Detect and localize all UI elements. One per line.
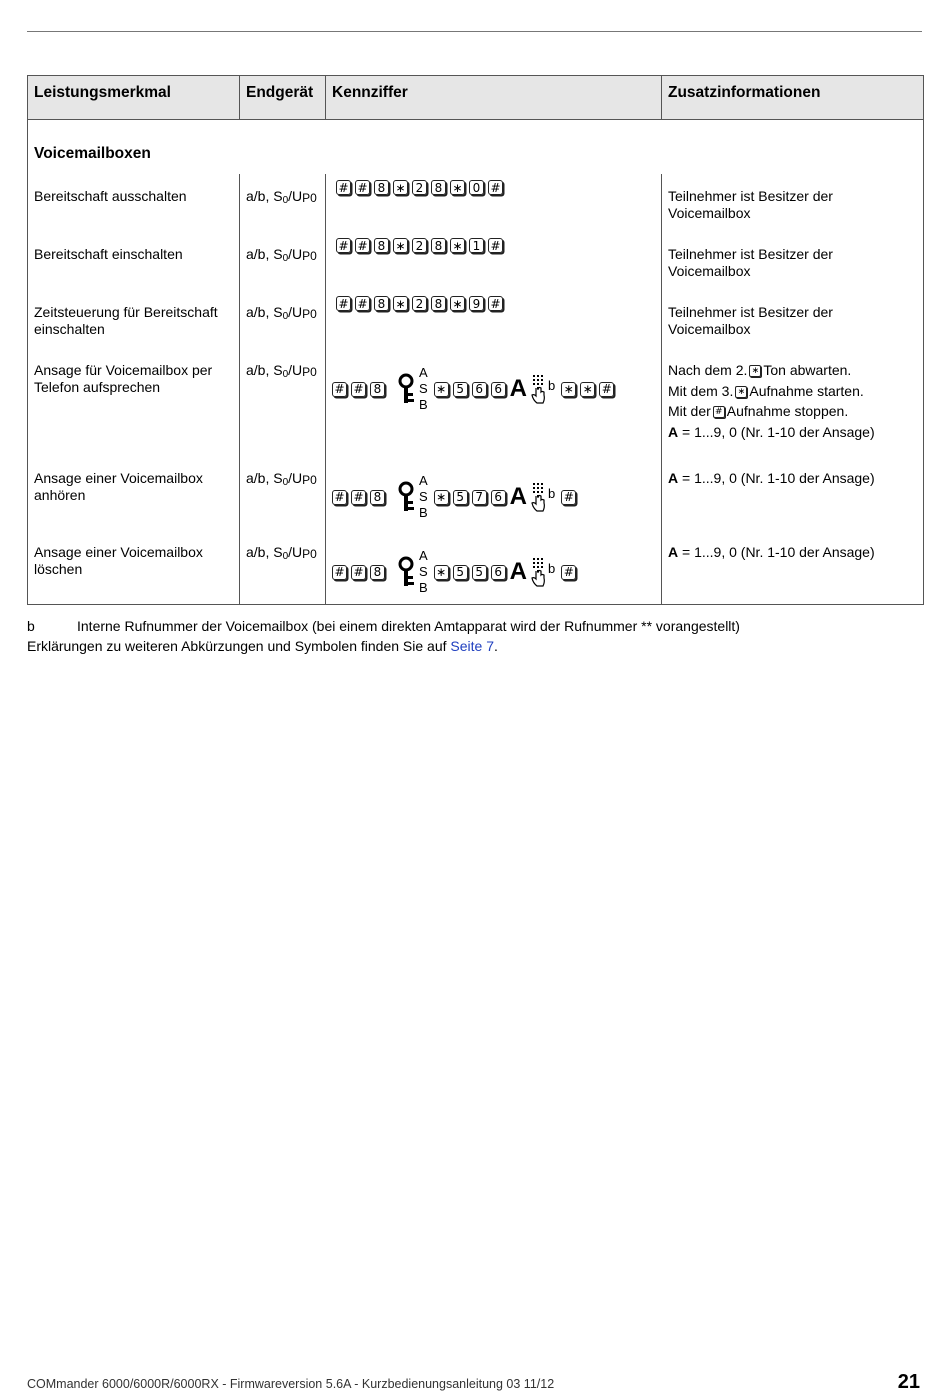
device-text: a/b, S: [246, 362, 283, 378]
key-hash: #: [332, 565, 347, 580]
key-hash: #: [355, 180, 370, 195]
header-leistungsmerkmal: Leistungsmerkmal: [34, 84, 171, 101]
key-1: 1: [469, 238, 484, 253]
key-7: 7: [472, 490, 487, 505]
key-star: ∗: [393, 180, 408, 195]
key-star: ∗: [450, 238, 465, 253]
feature-line: Bereitschaft einschalten: [34, 246, 183, 262]
asb-selector: [419, 473, 428, 521]
info-line: Voicemailbox: [668, 321, 751, 337]
key-star: ∗: [393, 238, 408, 253]
key-8: 8: [370, 490, 385, 505]
info-a-line: [668, 544, 918, 561]
announcement-a: A: [509, 558, 528, 585]
info-a-line: [668, 422, 918, 443]
key-star: ∗: [434, 382, 449, 397]
key-2: 2: [412, 238, 427, 253]
info-line: Teilnehmer ist Besitzer der: [668, 246, 833, 262]
key-hash: #: [488, 238, 503, 253]
row-info: [668, 360, 918, 442]
top-rule: [27, 31, 922, 32]
key-star: ∗: [561, 382, 576, 397]
row-info: [668, 470, 918, 487]
key-star: ∗: [580, 382, 595, 397]
row-feature: [34, 470, 234, 504]
info-a-text: = 1...9, 0 (Nr. 1-10 der Ansage): [678, 470, 875, 486]
row-device: [246, 362, 317, 383]
announcement-a: A: [509, 375, 528, 402]
info-a-label: A: [668, 544, 679, 560]
key-hash: #: [488, 180, 503, 195]
device-text: a/b, S: [246, 304, 283, 320]
feature-line: löschen: [34, 561, 83, 577]
info-a-text: = 1...9, 0 (Nr. 1-10 der Ansage): [678, 544, 875, 560]
key-star: ∗: [434, 490, 449, 505]
asb-letter: A: [419, 548, 428, 563]
key-hash: #: [561, 490, 576, 505]
info-text: Nach dem 2.: [668, 362, 748, 378]
row-code: [336, 238, 507, 253]
key-hash: #: [351, 490, 366, 505]
device-subscript: P0: [302, 547, 317, 561]
row-code: [332, 365, 618, 413]
key-5: 5: [472, 565, 487, 580]
key-8: 8: [374, 296, 389, 311]
info-text: Ton abwarten.: [763, 362, 852, 378]
key-8: 8: [370, 565, 385, 580]
device-subscript: 0: [282, 369, 289, 380]
superscript-b: b: [548, 560, 556, 576]
announcement-a: A: [509, 483, 528, 510]
key-star: ∗: [393, 296, 408, 311]
key-hash: #: [561, 565, 576, 580]
row-feature: [34, 246, 234, 263]
info-text: Mit dem 3.: [668, 382, 734, 399]
footnote-b: b Interne Rufnummer der Voicemailbox (bei einem direkten Amtapparat wird der Rufnummer ** vorangestellt): [27, 618, 740, 634]
device-text: /U: [288, 304, 303, 320]
key-star: ∗: [450, 180, 465, 195]
row-device: [246, 544, 317, 565]
section-title: Voicemailboxen: [34, 145, 151, 162]
footer-text: COMmander 6000/6000R/6000RX - Firmwareversion 5.6A - Kurzbedienungsanleitung 03 11/12: [27, 1377, 555, 1391]
key-5: 5: [453, 565, 468, 580]
key-8: 8: [374, 238, 389, 253]
asb-letter: S: [419, 564, 428, 579]
key-hash: #: [351, 565, 366, 580]
key-8: 8: [431, 238, 446, 253]
row-code: [336, 180, 507, 195]
feature-line: anhören: [34, 487, 86, 503]
key-star: ∗: [434, 565, 449, 580]
key-hash: #: [355, 296, 370, 311]
device-text: /U: [288, 470, 303, 486]
device-text: /U: [288, 544, 303, 560]
row-feature: [34, 188, 234, 205]
feature-line: Ansage einer Voicemailbox: [34, 470, 203, 486]
feature-line: Ansage einer Voicemailbox: [34, 544, 203, 560]
key-icon: [397, 481, 417, 513]
feature-table: [27, 75, 924, 605]
key-2: 2: [412, 180, 427, 195]
asb-selector: [419, 548, 428, 596]
key-hash: #: [599, 382, 614, 397]
row-info: [668, 188, 918, 222]
feature-line: Zeitsteuerung für Bereitschaft: [34, 304, 218, 320]
device-subscript: 0: [282, 253, 289, 264]
info-a-label: A: [668, 423, 679, 440]
row-feature: [34, 362, 234, 396]
key-icon: [397, 373, 417, 405]
device-subscript: P0: [302, 191, 317, 205]
asb-letter: A: [419, 473, 428, 488]
row-device: [246, 304, 317, 325]
row-feature: [34, 544, 234, 578]
key-6: 6: [491, 382, 506, 397]
device-subscript: P0: [302, 249, 317, 263]
device-subscript: 0: [282, 311, 289, 322]
asb-letter: B: [419, 397, 428, 412]
key-6: 6: [491, 490, 506, 505]
dial-pad-icon: [528, 557, 546, 587]
mini-key: #: [713, 406, 725, 418]
row-code: [332, 548, 580, 596]
asb-letter: S: [419, 381, 428, 396]
key-icon: [397, 556, 417, 588]
key-hash: #: [332, 490, 347, 505]
row-device: [246, 470, 317, 491]
row-code: [336, 296, 507, 311]
key-hash: #: [332, 382, 347, 397]
info-text: Mit der: [668, 403, 711, 419]
key-8: 8: [431, 296, 446, 311]
row-info: [668, 304, 918, 338]
key-9: 9: [469, 296, 484, 311]
info-a-line: [668, 470, 918, 487]
info-a-label: A: [668, 470, 679, 486]
header-endgeraet: Endgerät: [246, 84, 314, 101]
asb-letter: B: [419, 580, 428, 595]
info-line: Voicemailbox: [668, 205, 751, 221]
info-text: Aufnahme starten.: [749, 382, 864, 399]
row-info: [668, 544, 918, 561]
key-8: 8: [370, 382, 385, 397]
info-line: Teilnehmer ist Besitzer der: [668, 188, 833, 204]
header-kennziffer: Kennziffer: [332, 84, 408, 101]
feature-line: Ansage für Voicemailbox per: [34, 362, 213, 378]
device-subscript: P0: [302, 473, 317, 487]
symbols-note: Erklärungen zu weiteren Abkürzungen und Symbolen finden Sie auf Seite 7.: [27, 638, 498, 654]
page-link[interactable]: Seite 7: [450, 638, 494, 654]
info-line: [668, 381, 918, 402]
device-text: a/b, S: [246, 544, 283, 560]
row-feature: [34, 304, 234, 338]
key-hash: #: [488, 296, 503, 311]
row-info: [668, 246, 918, 280]
key-hash: #: [336, 180, 351, 195]
device-text: a/b, S: [246, 188, 283, 204]
key-5: 5: [453, 490, 468, 505]
asb-letter: B: [419, 505, 428, 520]
device-subscript: 0: [282, 551, 289, 562]
key-hash: #: [355, 238, 370, 253]
mini-key: ∗: [735, 386, 747, 398]
asb-letter: A: [419, 365, 428, 380]
key-hash: #: [336, 296, 351, 311]
info-text: Aufnahme stoppen.: [726, 403, 849, 419]
key-6: 6: [472, 382, 487, 397]
info-line: Voicemailbox: [668, 263, 751, 279]
asb-letter: S: [419, 489, 428, 504]
dial-pad-icon: [528, 482, 546, 512]
row-code: [332, 473, 580, 521]
superscript-b: b: [548, 377, 556, 393]
feature-line: Telefon aufsprechen: [34, 379, 161, 395]
row-device: [246, 188, 317, 209]
device-subscript: P0: [302, 307, 317, 321]
dial-pad-icon: [528, 374, 546, 404]
key-hash: #: [336, 238, 351, 253]
device-text: /U: [288, 188, 303, 204]
key-2: 2: [412, 296, 427, 311]
device-text: a/b, S: [246, 470, 283, 486]
info-line: Teilnehmer ist Besitzer der: [668, 304, 833, 320]
feature-line: Bereitschaft ausschalten: [34, 188, 187, 204]
info-line: [668, 401, 918, 422]
superscript-b: b: [548, 485, 556, 501]
key-hash: #: [351, 382, 366, 397]
page-number: 21: [897, 1371, 920, 1393]
device-subscript: 0: [282, 477, 289, 488]
device-subscript: 0: [282, 195, 289, 206]
key-8: 8: [374, 180, 389, 195]
device-subscript: P0: [302, 365, 317, 379]
device-text: a/b, S: [246, 246, 283, 262]
header-zusatzinformationen: Zusatzinformationen: [668, 84, 821, 101]
key-0: 0: [469, 180, 484, 195]
info-line: [668, 360, 918, 381]
info-a-text: = 1...9, 0 (Nr. 1-10 der Ansage): [678, 423, 875, 440]
table-header: [28, 76, 923, 120]
device-text: /U: [288, 362, 303, 378]
row-device: [246, 246, 317, 267]
device-text: /U: [288, 246, 303, 262]
feature-line: einschalten: [34, 321, 105, 337]
key-6: 6: [491, 565, 506, 580]
key-5: 5: [453, 382, 468, 397]
mini-key: ∗: [749, 365, 761, 377]
key-star: ∗: [450, 296, 465, 311]
key-8: 8: [431, 180, 446, 195]
asb-selector: [419, 365, 428, 413]
